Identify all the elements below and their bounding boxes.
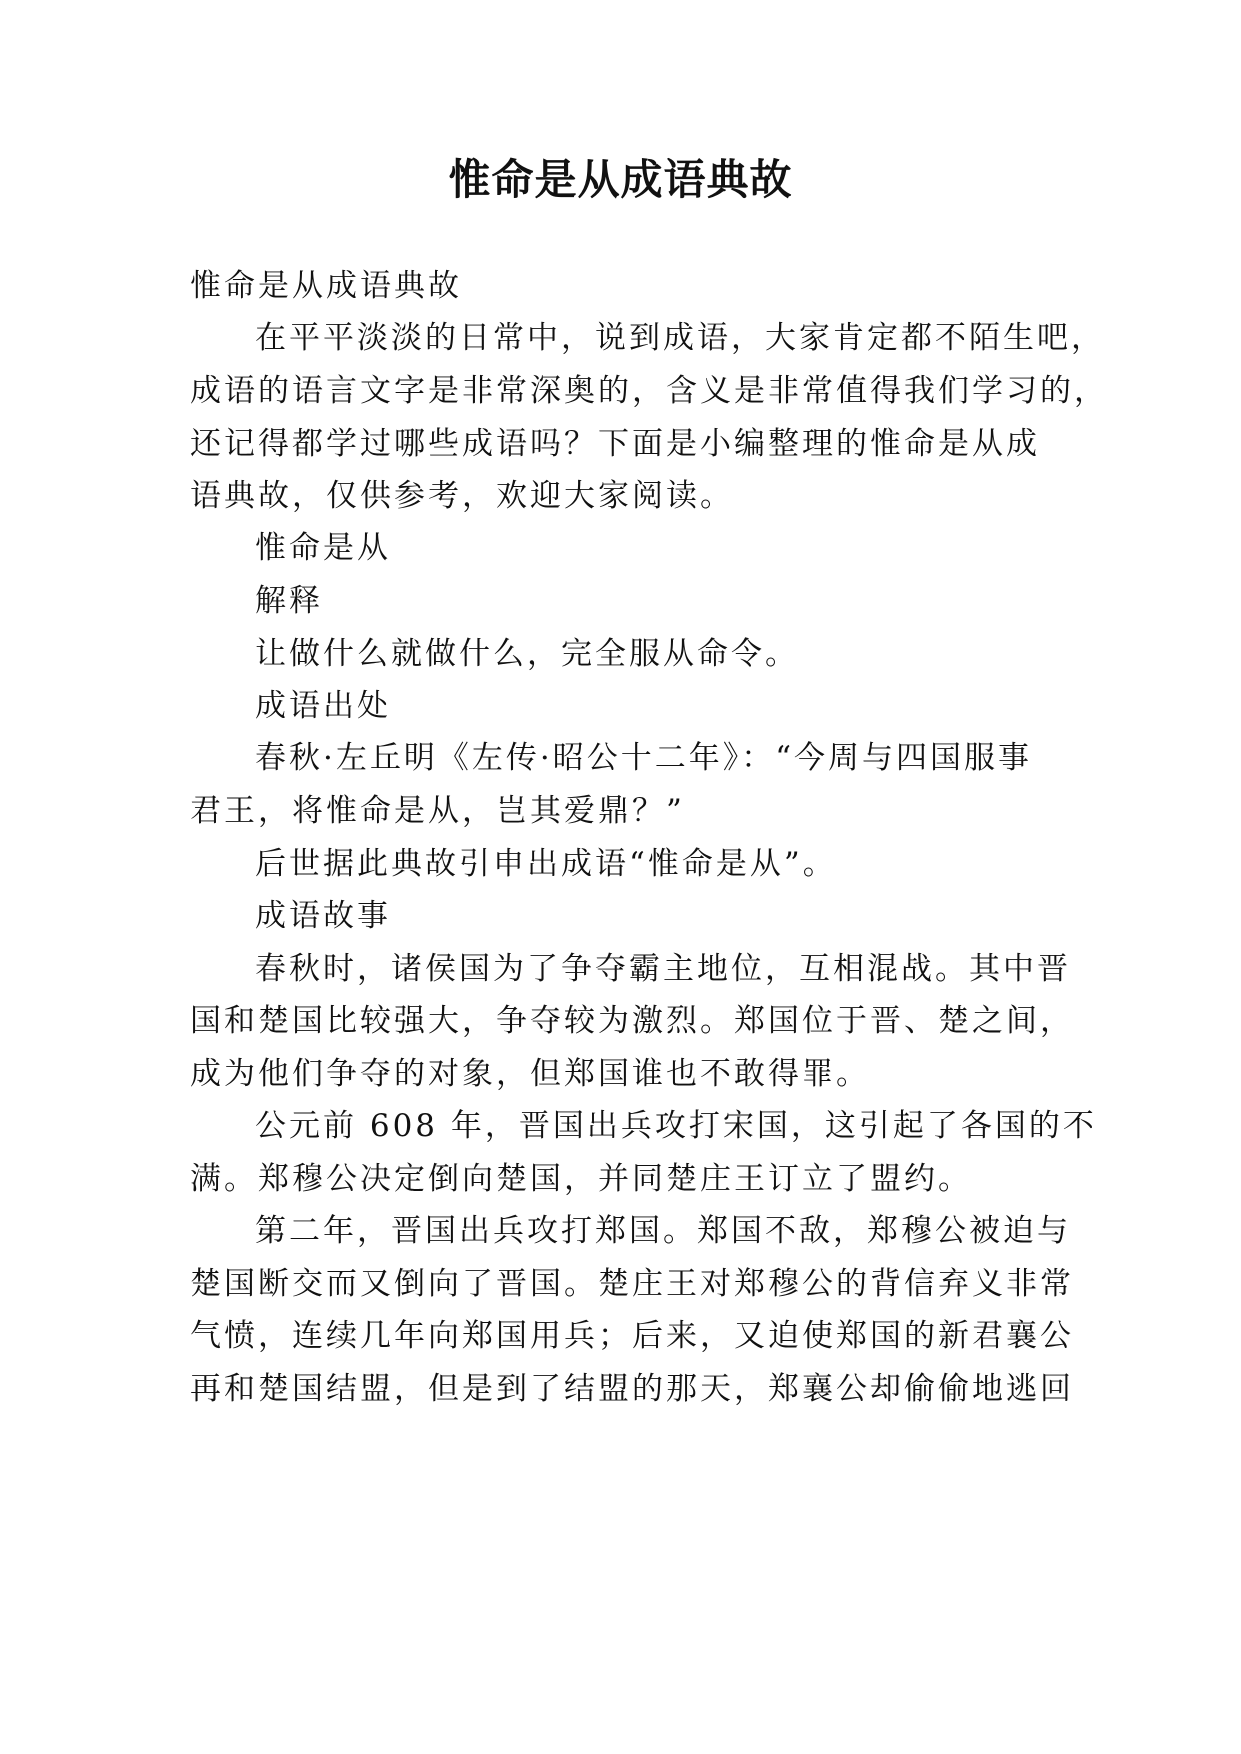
section-heading: 解释 (255, 583, 323, 619)
paragraph-line: 第二年，晋国出兵攻打郑国。郑国不敌，郑穆公被迫与 (255, 1213, 1071, 1249)
paragraph-line: 楚国断交而又倒向了晋国。楚庄王对郑穆公的背信弃义非常 (190, 1266, 1074, 1302)
paragraph-line: 满。郑穆公决定倒向楚国，并同楚庄王订立了盟约。 (190, 1161, 972, 1197)
paragraph-line: 春秋时，诸侯国为了争夺霸主地位，互相混战。其中晋 (255, 951, 1071, 987)
section-heading: 成语故事 (255, 898, 391, 934)
paragraph-line: 语典故，仅供参考，欢迎大家阅读。 (190, 478, 734, 514)
paragraph-line: 后世据此典故引申出成语“惟命是从”。 (255, 846, 837, 882)
paragraph-line: 在平平淡淡的日常中，说到成语，大家肯定都不陌生吧， (255, 320, 1105, 356)
subtitle-line: 惟命是从成语典故 (190, 268, 462, 304)
paragraph-line: 再和楚国结盟，但是到了结盟的那天，郑襄公却偷偷地逃回 (190, 1371, 1074, 1407)
paragraph-line: 成语的语言文字是非常深奥的，含义是非常值得我们学习的， (190, 373, 1108, 409)
paragraph-line: 君王，将惟命是从，岂其爱鼎？” (190, 793, 685, 829)
paragraph-line: 成为他们争夺的对象，但郑国谁也不敢得罪。 (190, 1056, 870, 1092)
paragraph-line: 春秋·左丘明《左传·昭公十二年》：“今周与四国服事 (255, 740, 1033, 776)
section-heading: 惟命是从 (255, 530, 391, 566)
paragraph-line: 让做什么就做什么，完全服从命令。 (255, 636, 799, 672)
paragraph-line: 还记得都学过哪些成语吗？下面是小编整理的惟命是从成 (190, 426, 1040, 462)
section-heading: 成语出处 (255, 688, 391, 724)
paragraph-line: 公元前 608 年，晋国出兵攻打宋国，这引起了各国的不 (255, 1108, 1097, 1144)
document-title: 惟命是从成语典故 (448, 155, 793, 204)
paragraph-line: 气愤，连续几年向郑国用兵；后来，又迫使郑国的新君襄公 (190, 1318, 1074, 1354)
paragraph-line: 国和楚国比较强大，争夺较为激烈。郑国位于晋、楚之间， (190, 1003, 1074, 1039)
